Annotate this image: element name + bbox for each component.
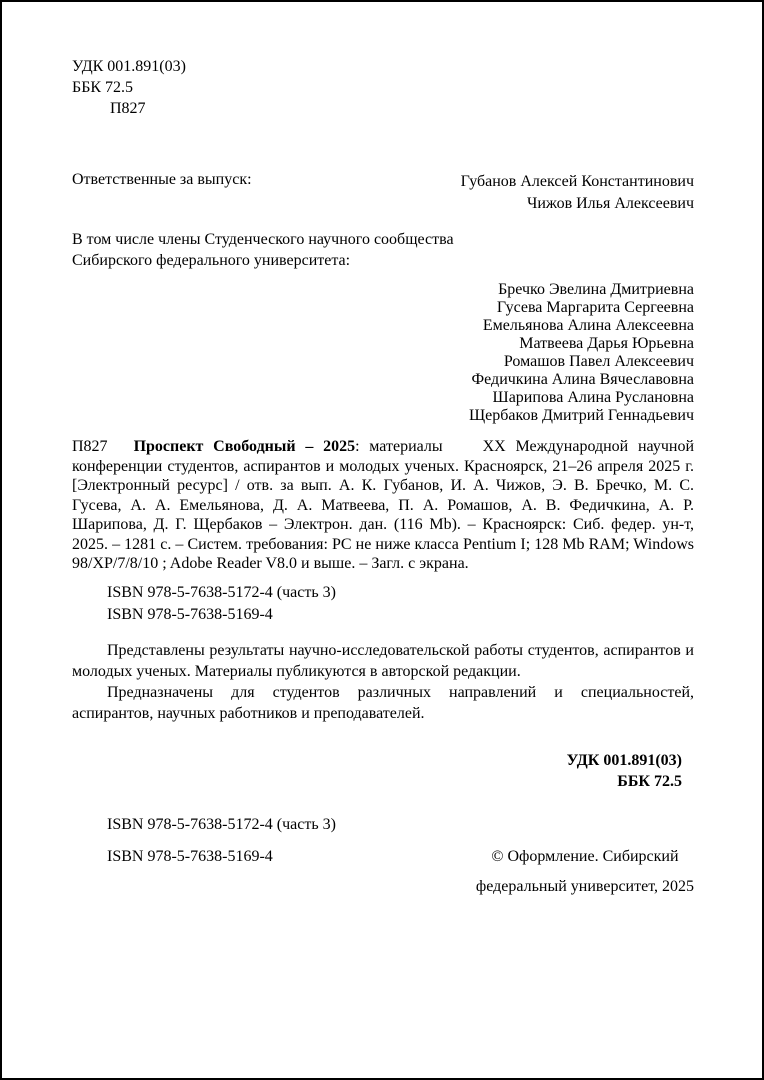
responsible-names [461, 171, 694, 215]
responsible-label: Ответственные за выпуск: [72, 171, 252, 188]
bottom-classification-codes [72, 750, 694, 792]
member-name: Щербаков Дмитрий Геннадьевич [469, 407, 694, 424]
member-name: Емельянова Алина Алексеевна [482, 317, 694, 334]
record-title: Проспект Свободный – 2025 [133, 438, 356, 455]
collection-code-top: П827 [110, 100, 146, 117]
udk-code-bottom: УДК 001.891(03) [566, 751, 682, 769]
member-name: Шарипова Алина Руслановна [492, 389, 694, 406]
copyright-notice [476, 842, 694, 902]
isbn-part3-bottom: ISBN 978-5-7638-5172-4 (часть 3) [107, 815, 336, 833]
copyright-line2: федеральный университет, 2025 [475, 877, 694, 895]
responsible-name: Чижов Илья Алексеевич [526, 195, 694, 212]
bbk-code-bottom: ББК 72.5 [617, 772, 682, 790]
bottom-section [72, 814, 694, 902]
abstract-paragraph: Представлены результаты научно-исследовательской работы студентов, аспирантов и молодых ученых. Материалы публикуются в авторской редакции. [72, 641, 694, 680]
abstract-section [72, 640, 694, 724]
isbn-block [72, 582, 694, 626]
member-name: Матвеева Дарья Юрьевна [519, 335, 694, 352]
member-name: Бречко Эвелина Дмитриевна [498, 281, 694, 298]
society-note [72, 229, 694, 271]
top-classification-codes [72, 56, 694, 119]
bbk-code-top: ББК 72.5 [72, 79, 134, 96]
udk-code-top: УДК 001.891(03) [72, 58, 186, 75]
responsible-section [72, 171, 694, 215]
copyright-line1: © Оформление. Сибирский [491, 847, 679, 865]
member-name: Гусева Маргарита Сергеевна [496, 299, 694, 316]
members-list [72, 281, 694, 425]
record-body: XX Международной научной конференции студентов, аспирантов и молодых ученых. Красноярск, 21–26 апреля 2025 г. [Электронный ресурс] / отв. за вып. А. К. Губанов, И. А. Чижов, Э. В. Бречко, М. С. Гусева, А. А. Емельянова, Д. А. Матвеева, П. А. Ромашов, А. В. Федичкина, А. Р. Шарипова, Д. Г. Щербаков – Электрон. дан. (116 Mb). – Красноярск: Сиб. федер. ун-т, 2025. – 1281 с. – Систем. требования: PC не ниже класса Pentium I; 128 Mb RAM; Windows 98/XP/7/8/10 ; Adobe Reader V8.0 и выше. – Загл. с экрана. [72, 438, 695, 572]
isbn-main-bottom: ISBN 978-5-7638-5169-4 [107, 847, 273, 865]
bottom-isbn-block [107, 814, 336, 878]
member-name: Федичкина Алина Вячеславовна [471, 371, 694, 388]
record-subtitle: : материалы [355, 438, 443, 455]
society-note-line1: В том числе члены Студенческого научного сообщества [72, 231, 454, 248]
isbn-main: ISBN 978-5-7638-5169-4 [107, 605, 273, 623]
society-note-line2: Сибирского федерального университета: [72, 252, 351, 269]
isbn-part3: ISBN 978-5-7638-5172-4 (часть 3) [107, 583, 336, 601]
abstract-paragraph: Предназначены для студентов различных направлений и специальностей, аспирантов, научных работников и преподавателей. [72, 683, 694, 722]
bibliographic-record [72, 437, 694, 574]
record-code: П827 [72, 438, 108, 455]
member-name: Ромашов Павел Алексеевич [503, 353, 694, 370]
responsible-name: Губанов Алексей Константинович [460, 173, 694, 190]
